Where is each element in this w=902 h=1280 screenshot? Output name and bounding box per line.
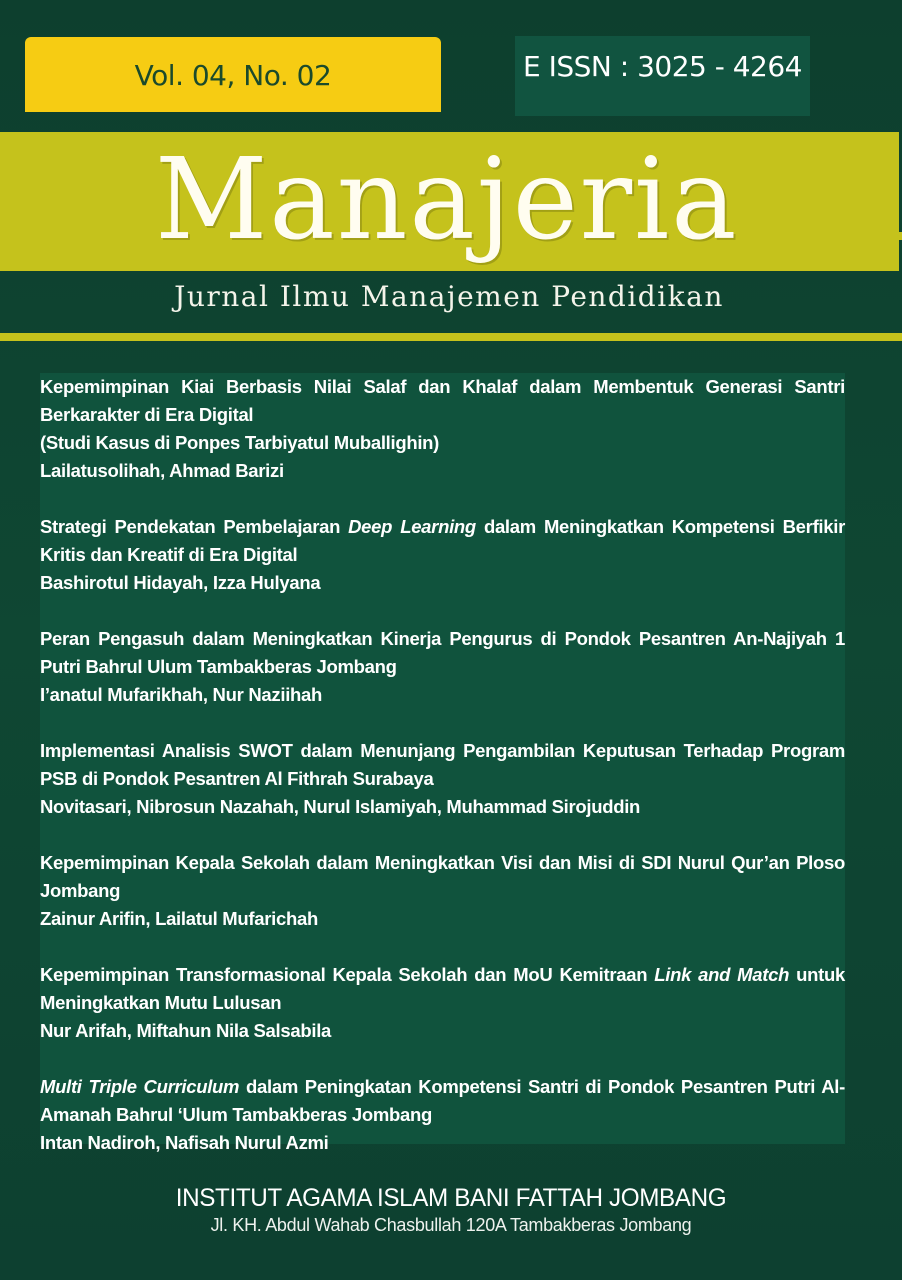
divider-line: [0, 333, 902, 341]
article-title-segment: dalam Peningkatan Kompetensi Santri di Pondok Pesantren Putri Al-Amanah Bahrul ‘Ulum Tambakberas Jombang: [40, 1076, 845, 1125]
article-entry: [40, 373, 845, 485]
article-authors: Intan Nadiroh, Nafisah Nurul Azmi: [40, 1132, 329, 1153]
table-of-contents: [40, 373, 845, 1185]
article-authors: Nur Arifah, Miftahun Nila Salsabila: [40, 1020, 332, 1041]
article-title-segment: Kepemimpinan Transformasional Kepala Sekolah dan MoU Kemitraan: [40, 964, 655, 985]
article-title-segment: Implementasi Analisis SWOT dalam Menunjang Pengambilan Keputusan Terhadap Program PSB di Pondok Pesantren Al Fithrah Surabaya: [40, 740, 845, 789]
institution-address: Jl. KH. Abdul Wahab Chasbullah 120A Tambakberas Jombang: [210, 1215, 692, 1235]
article-title-italic-segment: Deep Learning: [348, 516, 476, 537]
article-title: [40, 1073, 845, 1129]
journal-title: Manajeria: [155, 134, 739, 265]
article-title-italic-segment: Link and Match: [654, 964, 790, 985]
article-title-segment: untuk Meningkatkan Mutu Lulusan: [40, 964, 845, 1013]
article-entry: [40, 737, 845, 821]
article-title: [40, 513, 845, 569]
article-authors: Bashirotul Hidayah, Izza Hulyana: [40, 572, 321, 593]
article-title-segment: Kepemimpinan Kepala Sekolah dalam Meningkatkan Visi dan Misi di SDI Nurul Qur’an Ploso Jombang: [40, 852, 845, 901]
article-entry: [40, 513, 845, 597]
article-title-segment: Peran Pengasuh dalam Meningkatkan Kinerja Pengurus di Pondok Pesantren An-Najiyah 1 Putri Bahrul Ulum Tambakberas Jombang: [40, 628, 845, 677]
article-authors: Lailatusolihah, Ahmad Barizi: [40, 460, 284, 481]
article-title-segment: Kepemimpinan Kiai Berbasis Nilai Salaf dan Khalaf dalam Membentuk Generasi Santri Berkarakter di Era Digital: [40, 376, 845, 425]
publisher-footer: [0, 1184, 902, 1236]
article-title: [40, 961, 845, 1017]
article-title-italic-segment: Multi Triple Curriculum: [40, 1076, 240, 1097]
article-title-segment: dalam Meningkatkan Kompetensi Berfikir Kritis dan Kreatif di Era Digital: [40, 516, 846, 565]
article-entry: [40, 1073, 845, 1157]
article-title: [40, 373, 845, 429]
article-authors: Novitasari, Nibrosun Nazahah, Nurul Islamiyah, Muhammad Sirojuddin: [40, 796, 641, 817]
article-title: [40, 737, 845, 793]
article-entry: [40, 849, 845, 933]
article-title-segment: Strategi Pendekatan Pembelajaran: [40, 516, 349, 537]
article-entry: [40, 961, 845, 1045]
article-subtitle: (Studi Kasus di Ponpes Tarbiyatul Muballighin): [40, 432, 440, 453]
institution-name: INSTITUT AGAMA ISLAM BANI FATTAH JOMBANG: [175, 1184, 727, 1212]
volume-tag: [25, 37, 441, 112]
issn-box: [515, 36, 810, 116]
masthead: [0, 132, 902, 271]
article-authors: Zainur Arifin, Lailatul Mufarichah: [40, 908, 318, 929]
article-entry: [40, 625, 845, 709]
issn-label: E ISSN : 3025 - 4264: [523, 50, 802, 83]
volume-label: Vol. 04, No. 02: [134, 59, 332, 92]
journal-subtitle: Jurnal Ilmu Manajemen Pendidikan: [174, 280, 724, 313]
article-authors: I’anatul Mufarikhah, Nur Naziihah: [40, 684, 323, 705]
journal-subtitle-row: [0, 280, 902, 313]
article-title: [40, 625, 845, 681]
article-title: [40, 849, 845, 905]
